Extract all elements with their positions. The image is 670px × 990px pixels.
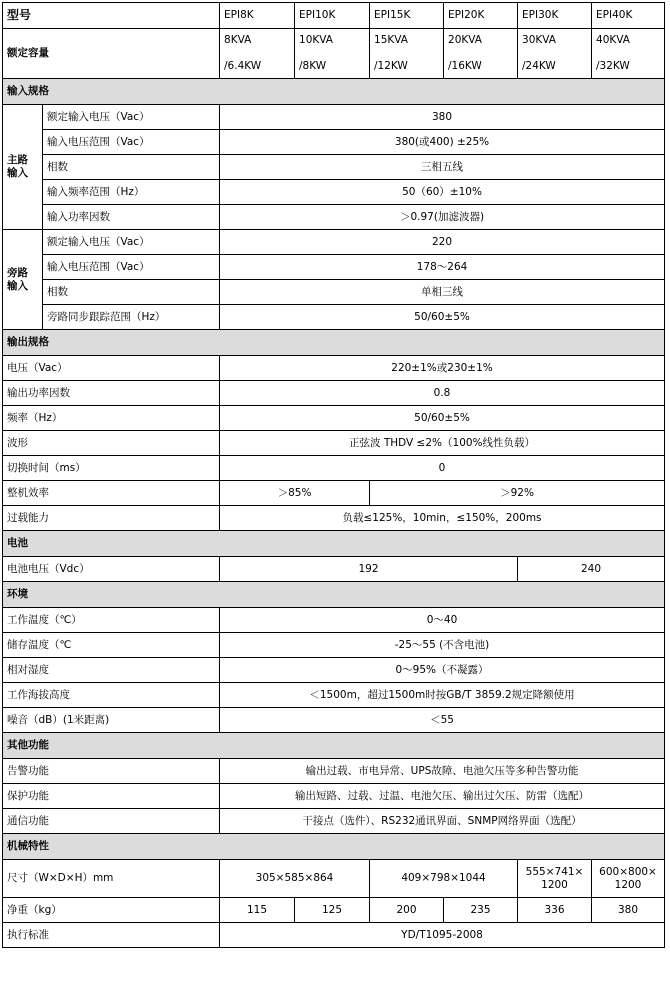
row-label: 电池电压（Vdc）	[3, 557, 220, 582]
size-line1: 555×741×	[525, 865, 584, 878]
table-row	[3, 557, 665, 582]
row-value: 220	[220, 230, 665, 255]
row-label: 输入电压范围（Vac）	[43, 130, 220, 155]
row-label: 相数	[43, 280, 220, 305]
capacity-cell	[444, 29, 518, 79]
section-header-input	[3, 79, 665, 105]
model-name: EPI30K	[518, 3, 592, 29]
rated-capacity-label: 额定容量	[3, 29, 220, 79]
table-row	[3, 180, 665, 205]
size-line2: 1200	[541, 878, 568, 891]
row-value: 输出过载、市电异常、UPS故障、电池欠压等多种告警功能	[220, 759, 665, 784]
row-value: 0～95%（不凝露）	[220, 658, 665, 683]
table-row	[3, 708, 665, 733]
row-value: 380(或400) ±25%	[220, 130, 665, 155]
capacity-kw: /6.4KW	[224, 60, 262, 72]
row-label: 输入功率因数	[43, 205, 220, 230]
row-value: ＜55	[220, 708, 665, 733]
row-label: 保护功能	[3, 784, 220, 809]
row-label: 执行标准	[3, 923, 220, 948]
weight-value: 200	[370, 898, 444, 923]
size-line1: 600×800×	[599, 865, 657, 878]
row-label: 切换时间（ms）	[3, 456, 220, 481]
row-value: 单相三线	[220, 280, 665, 305]
table-row	[3, 305, 665, 330]
model-name: EPI40K	[592, 3, 665, 29]
size-value: 305×585×864	[220, 860, 370, 898]
capacity-cell	[592, 29, 665, 79]
table-row	[3, 923, 665, 948]
row-value: 正弦波 THDV ≤2%（100%线性负载）	[220, 431, 665, 456]
table-row	[3, 898, 665, 923]
row-value: 0～40	[220, 608, 665, 633]
row-label: 输出功率因数	[3, 381, 220, 406]
row-label: 工作海拔高度	[3, 683, 220, 708]
row-value: ＞85%	[220, 481, 370, 506]
size-line2: 1200	[614, 878, 642, 891]
row-label: 波形	[3, 431, 220, 456]
capacity-kva: 8KVA	[224, 34, 252, 46]
row-value: 220±1%或230±1%	[220, 356, 665, 381]
group-label-line1: 旁路	[7, 266, 28, 279]
row-label: 额定输入电压（Vac）	[43, 105, 220, 130]
group-label-line2: 输入	[7, 167, 28, 179]
rated-capacity-row	[3, 29, 665, 79]
row-label: 频率（Hz）	[3, 406, 220, 431]
weight-value: 235	[444, 898, 518, 923]
row-label: 输入频率范围（Hz）	[43, 180, 220, 205]
capacity-kw: /8KW	[299, 60, 327, 72]
row-value: ＞92%	[370, 481, 665, 506]
row-value: 0.8	[220, 381, 665, 406]
table-row	[3, 456, 665, 481]
table-row	[3, 633, 665, 658]
table-row	[3, 280, 665, 305]
table-row	[3, 809, 665, 834]
row-label: 告警功能	[3, 759, 220, 784]
model-name: EPI8K	[220, 3, 295, 29]
table-row	[3, 759, 665, 784]
row-value: ＜1500m，超过1500m时按GB/T 3859.2规定降额使用	[220, 683, 665, 708]
section-title: 输出规格	[3, 330, 665, 356]
size-value	[518, 860, 592, 898]
row-label: 整机效率	[3, 481, 220, 506]
table-row	[3, 155, 665, 180]
row-label: 净重（kg）	[3, 898, 220, 923]
row-label: 工作温度（℃）	[3, 608, 220, 633]
weight-value: 380	[592, 898, 665, 923]
group-label-line1: 主路	[7, 154, 28, 166]
size-value	[592, 860, 665, 898]
section-title: 输入规格	[3, 79, 665, 105]
row-label: 相数	[43, 155, 220, 180]
section-title: 环境	[3, 582, 665, 608]
table-row	[3, 608, 665, 633]
section-header-output	[3, 330, 665, 356]
capacity-cell	[370, 29, 444, 79]
table-row	[3, 130, 665, 155]
capacity-kva: 20KVA	[448, 34, 482, 46]
bypass-input-group	[3, 230, 43, 330]
row-value: YD/T1095-2008	[220, 923, 665, 948]
row-value: 192	[220, 557, 518, 582]
spec-table	[2, 2, 665, 948]
section-header-environment	[3, 582, 665, 608]
section-title: 其他功能	[3, 733, 665, 759]
size-value: 409×798×1044	[370, 860, 518, 898]
row-value: -25～55 (不含电池)	[220, 633, 665, 658]
row-label: 电压（Vac）	[3, 356, 220, 381]
row-value: 负载≤125%，10min，≤150%，200ms	[220, 506, 665, 531]
capacity-cell	[295, 29, 370, 79]
row-value: 380	[220, 105, 665, 130]
model-name: EPI15K	[370, 3, 444, 29]
section-title: 电池	[3, 531, 665, 557]
table-row	[3, 356, 665, 381]
group-label-line2: 输入	[7, 279, 28, 292]
row-label: 额定输入电压（Vac）	[43, 230, 220, 255]
model-name: EPI20K	[444, 3, 518, 29]
capacity-kva: 10KVA	[299, 34, 333, 46]
row-value: 50（60）±10%	[220, 180, 665, 205]
capacity-kva: 30KVA	[522, 34, 556, 46]
table-row	[3, 255, 665, 280]
capacity-kva: 15KVA	[374, 34, 408, 46]
row-value: 50/60±5%	[220, 406, 665, 431]
capacity-cell	[220, 29, 295, 79]
row-label: 相对湿度	[3, 658, 220, 683]
weight-value: 336	[518, 898, 592, 923]
main-input-group	[3, 105, 43, 230]
section-header-mechanical	[3, 834, 665, 860]
table-row	[3, 658, 665, 683]
capacity-kw: /24KW	[522, 60, 556, 72]
row-label: 噪音（dB）(1米距离)	[3, 708, 220, 733]
table-row	[3, 205, 665, 230]
table-row	[3, 683, 665, 708]
weight-value: 125	[295, 898, 370, 923]
capacity-kw: /32KW	[596, 60, 630, 72]
row-value: 50/60±5%	[220, 305, 665, 330]
table-row	[3, 406, 665, 431]
table-row	[3, 481, 665, 506]
model-name: EPI10K	[295, 3, 370, 29]
table-row	[3, 230, 665, 255]
section-header-battery	[3, 531, 665, 557]
table-row	[3, 860, 665, 898]
row-label: 旁路同步跟踪范围（Hz）	[43, 305, 220, 330]
table-row	[3, 105, 665, 130]
table-row	[3, 431, 665, 456]
row-value: 干接点（选件）、RS232通讯界面、SNMP网络界面（选配）	[220, 809, 665, 834]
row-label: 尺寸（W×D×H）mm	[3, 860, 220, 898]
model-label: 型号	[3, 3, 220, 29]
row-label: 输入电压范围（Vac）	[43, 255, 220, 280]
capacity-kva: 40KVA	[596, 34, 630, 46]
table-row	[3, 506, 665, 531]
row-label: 通信功能	[3, 809, 220, 834]
row-label: 过载能力	[3, 506, 220, 531]
table-row	[3, 784, 665, 809]
capacity-kw: /16KW	[448, 60, 482, 72]
table-row	[3, 381, 665, 406]
row-value: 三相五线	[220, 155, 665, 180]
model-row	[3, 3, 665, 29]
weight-value: 115	[220, 898, 295, 923]
section-header-other	[3, 733, 665, 759]
capacity-cell	[518, 29, 592, 79]
row-value: 输出短路、过载、过温、电池欠压、输出过欠压、防雷（选配）	[220, 784, 665, 809]
capacity-kw: /12KW	[374, 60, 408, 72]
row-value: 178～264	[220, 255, 665, 280]
row-value: ＞0.97(加滤波器)	[220, 205, 665, 230]
section-title: 机械特性	[3, 834, 665, 860]
row-label: 储存温度（℃	[3, 633, 220, 658]
row-value: 0	[220, 456, 665, 481]
row-value: 240	[518, 557, 665, 582]
